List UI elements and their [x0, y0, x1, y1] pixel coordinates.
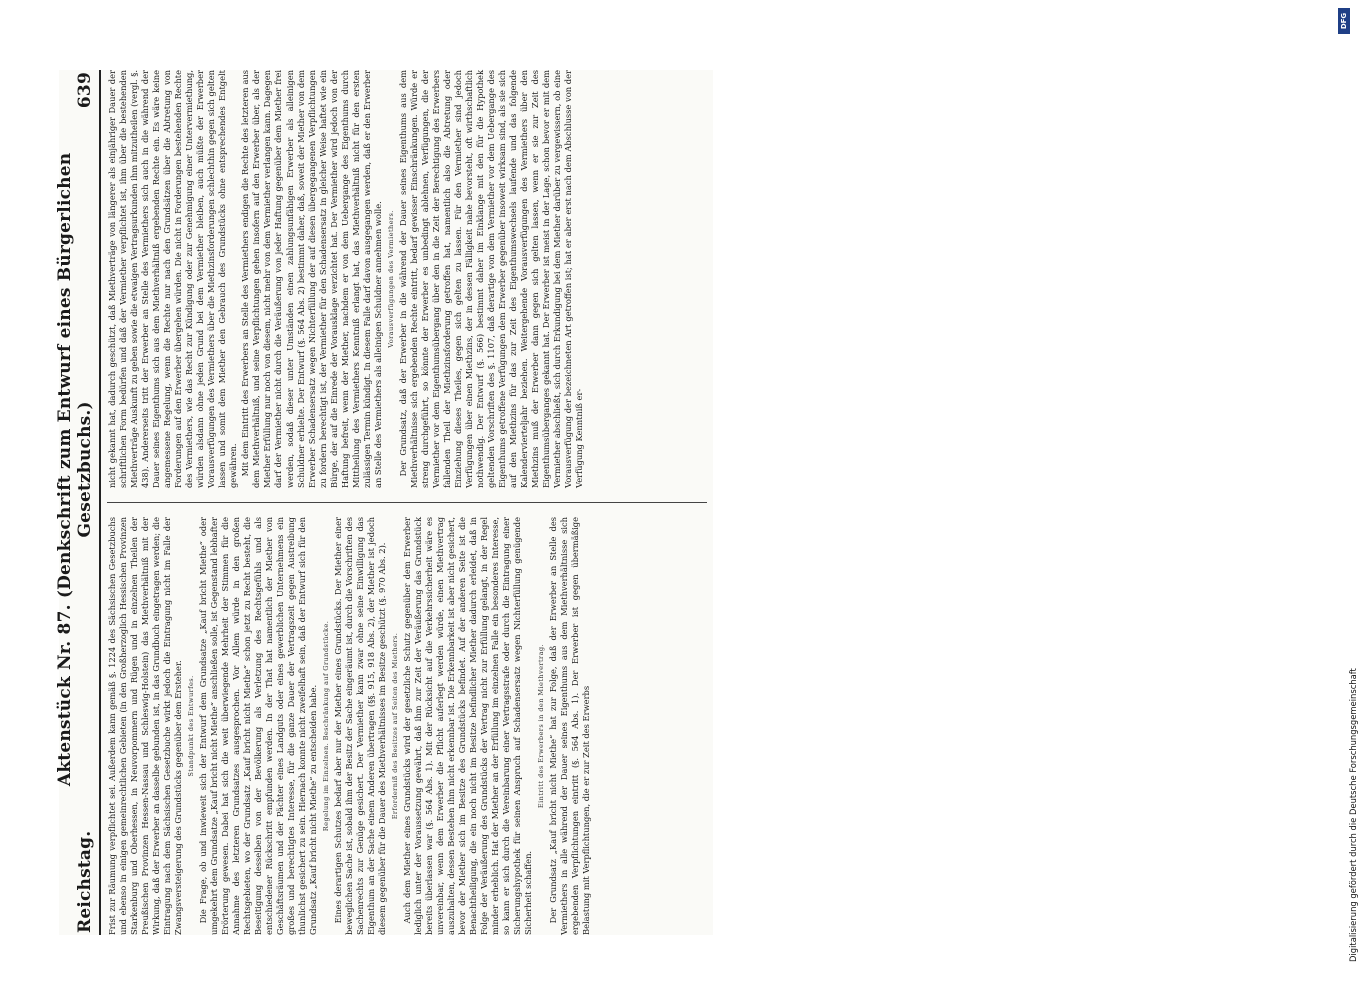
paragraph: nicht gekannt hat, dadurch geschützt, daß Miethverträge von längerer als einjähriger Dauer der schriftlichen Form bedürfen und daß der Vermiether verpflichtet ist, ihm über die bestehenden Miethverträge Auskunft zu geben sowie die etwaigen Vertragsurkunden ihm mitzutheilen (vergl. §. 438). Andererseits tritt der Erwerber an Stelle des Vermiethers sich auch in die während der Dauer seines Eigenthums sich aus dem Miethverhältniß ergebenden Rechte ein. Es wäre keine angemessene Regelung, wenn die Rechte nur nach den Grundsätzen über die Abtretung von Forderungen auf den Erwerber übergehen würden. Die nicht in Forderungen bestehenden Rechte des Vermiethers, wie das Recht zur Kündigung oder zur Genehmigung einer Untervermiethung, würden alsdann ohne jeden Grund bei dem Vermiether bleiben, auch müßte der Erwerber Vorausverfügungen des Vermiethers über die Miethzinsforderungen schlechthin gegen sich gelten lassen und somit dem Miether den Gebrauch des Grundstücks ohne entsprechendes Entgelt gewähren.: [107, 70, 239, 488]
section-heading: Eintritt des Erwerbers in den Miethvertrag.: [537, 643, 546, 809]
paragraph: Der Grundsatz „Kauf bricht nicht Miethe“ hat zur Folge, daß der Erwerber an Stelle des Vermiethers in alle während der Dauer seines Eigenthums aus dem Miethverhältnisse sich ergebenden Verpflichtungen eintritt (§. 564 Abs. 1). Der Erwerber ist gegen übermäßige Belastung mit Verpflichtungen, die er zur Zeit des Erwerbs: [548, 517, 592, 935]
header-left: Reichstag.: [75, 830, 95, 933]
paragraph: Der Grundsatz, daß der Erwerber in die während der Dauer seines Eigenthums aus dem Miethverhältnisse sich ergebenden Rechte eintritt, bedarf gewisser Einschränkungen. Würde er streng durchgeführt, so könnte der Erwerber es unbedingt ablehnen, Verfügungen, die der Vermiether vor dem Eigenthumsübergang über den in die Zeit der Berechtigung des Erwerbers fallenden Theil der Miethzinsforderung getroffen hat, namentlich also die Abtretung oder Einziehung dieses Theiles, gegen sich gelten zu lassen. Für den Vermiether sind jedoch Verfügungen über einen Miethzins, der in dessen Fälligkeit nahe bevorsteht, oft wirthschaftlich nothwendig. Der Entwurf (§. 566) bestimmt daher im Einklange mit den für die Hypothek geltenden Vorschriften des §. 1107, daß derartige von dem Vermiether vor dem Uebergange des Eigenthums getroffene Verfügungen dem Erwerber gegenüber insoweit wirksam sind, als sie sich auf den Miethzins für das zur Zeit des Eigenthumswechsels laufende und das folgende Kalendervierteljahr beziehen. Weitergehende Vorausverfügungen des Vermiethers über den Miethzins muß der Erwerber dann gegen sich gelten lassen, wenn er sie zur Zeit des Eigenthumsüberganges gekannt hat. Der Erwerber ist meist in der Lage, schon bevor er mit dem Vermiether abschließt, sich durch Erkundigung bei dem Miether darüber zu vergewissern, ob eine Vorausverfügung der bezeichneten Art getroffen ist; hat er aber erst nach dem Abschlusse von der Verfügung Kenntniß er-: [397, 70, 585, 488]
digitization-imprint: Digitalisierung gefördert durch die Deutsche Forschungsgemeinschaft: [1348, 668, 1358, 962]
page-header: [55, 70, 95, 935]
paragraph: Mit dem Eintritt des Erwerbers an Stelle des Vermiethers endigen die Rechte des letzteren aus dem Miethverhältniß, und seine Verpflichtungen gehen insofern auf den Erwerber über, als der Miether Erfüllung nur noch von diesem, nicht mehr von dem Vermiether verlangen kann. Dagegen darf der Vermiether nicht durch die Veräußerung von jeder Haftung gegenüber dem Miether frei werden, sodaß dieser unter Umständen einen zahlungsunfähigen Erwerber als alleinigen Schuldner erhielte. Der Entwurf (§. 564 Abs. 2) bestimmt daher, daß, soweit der Miether von dem Erwerber Schadensersatz wegen Nichterfüllung der auf diesen übergegangenen Verpflichtungen zu fordern berechtigt ist, der Vermiether für den Schadensersatz in gleicher Weise haftet wie ein Bürge, der auf die Einrede der Vorausklage verzichtet hat. Der Vermiether wird jedoch von der Haftung befreit, wenn der Miether, nachdem er von dem Uebergange des Eigenthums durch Mittheilung des Vermiethers Kenntniß erlangt hat, das Miethverhältniß nicht für den ersten zulässigen Termin kündigt. In diesem Falle darf davon ausgegangen werden, daß er den Erwerber an Stelle des Vermiethers als alleinigen Schuldner annehmen wolle.: [240, 70, 383, 488]
section-heading: Regelung im Einzelnen. Beschränkung auf Grundstücke.: [322, 620, 331, 832]
section-heading: Standpunkt des Entwurfes.: [187, 675, 196, 777]
column-divider: [107, 502, 707, 503]
dfg-logo: [1338, 8, 1350, 34]
paragraph: Die Frage, ob und inwieweit sich der Entwurf dem Grundsatze „Kauf bricht Miethe“ oder umgekehrt dem Grundsatze „Kauf bricht nicht Miethe“ anschließen solle, ist Gegenstand lebhafter Erörterung gewesen. Dabei hat sich die weit überwiegende Mehrheit der Stimmen für die Annahme des letzteren Grundsatzes ausgesprochen. Vor Allem würde in den großen Rechtsgebieten, wo der Grundsatz „Kauf bricht nicht Miethe“ schon jetzt zu Recht besteht, die Beseitigung desselben von der Bevölkerung als Verletzung des Rechtsgefühls und als entschiedener Rückschritt empfunden werden. In der That hat namentlich der Miether von Geschäftsräumen und der Pächter eines Landguts oder eines gewerblichen Unternehmens ein großes und berechtigtes Interesse, für die ganze Dauer der Vertragszeit gegen Austreibung thunlichst gesichert zu sein. Hiernach konnte nicht zweifelhaft sein, daß der Entwurf sich für den Grundsatz „Kauf bricht nicht Miethe“ zu entscheiden habe.: [197, 517, 319, 935]
header-title: Aktenstück Nr. 87. (Denkschrift zum Entwurf eines Bürgerlichen Gesetzbuchs.): [55, 152, 95, 787]
section-heading: Erforderniß des Besitzes auf Seiten des Miethers.: [391, 632, 400, 820]
paragraph: Eines derartigen Schutzes bedarf aber nur der Miether eines Grundstücks. Der Miether einer beweglichen Sache ist, sobald ihm der Besitz der Sache eingeräumt ist, durch die Vorschriften des Sachenrechts zur Genüge gesichert. Der Vermiether kann zwar ohne seine Einwilligung das Eigenthum an der Sache einem Anderen übertragen (§§. 915, 918 Abs. 2), der Miether ist jedoch diesem gegenüber für die Dauer des Miethverhältnisses im Besitze geschützt (§. 970 Abs. 2).: [333, 517, 388, 935]
page-number: 639: [75, 72, 95, 109]
section-heading: Vorausverfügungen des Vermiethers.: [386, 210, 395, 348]
paragraph: Frist zur Räumung verpflichtet sei. Außerdem kann gemäß §. 1224 des Sächsischen Gesetzbuchs und ebenso in einigen gemeinrechtlichen Gebieten (in den Großherzoglich Hessischen Provinzen Starkenburg und Oberhessen, in Neuvorpommern und Rügen und in einzelnen Theilen der Preußischen Provinzen Hessen-Nassau und Schleswig-Holstein) das Miethverhältniß mit der Wirkung, daß der Erwerber an dasselbe gebunden ist, in das Grundbuch eingetragen werden; die Eintragung nach dem Sächsischen Gesetzbuche wirkt jedoch die Eintragung nicht im Falle der Zwangsversteigerung des Grundstücks gegenüber dem Ersteher.: [107, 517, 184, 935]
text-column-right: [107, 70, 711, 488]
dfg-logo-text: DFG: [1340, 12, 1348, 30]
text-column-left: [107, 517, 711, 935]
paragraph: Auch dem Miether eines Grundstücks wird der gesetzliche Schutz gegenüber dem Erwerber lediglich unter der Voraussetzung gewährt, daß ihm zur Zeit der Veräußerung das Grundstück bereits überlassen war (§. 564 Abs. 1). Mit der Rücksicht auf die Verkehrssicherheit wäre es unvereinbar, wenn dem Erwerber die Pflicht auferlegt werden würde, einen Miethvertrag auszuhalten, dessen Bestehen ihm nicht erkennbar ist. Die Erkennbarkeit ist aber nicht gesichert, bevor der Miether sich im Besitze des Grundstücks befindet. Auf der anderen Seite ist die Benachtheiligung, die ein noch nicht im Besitze befindlicher Miether dadurch erleidet, daß in Folge der Veräußerung des Grundstücks der Vertrag nicht zur Erfüllung gelangt, in der Regel minder erheblich. Hat der Miether an der Erfüllung im einzelnen Falle ein besonderes Interesse, so kann er sich durch die Vereinbarung einer Vertragsstrafe oder durch die Eintragung einer Sicherungshypothek für seinen Anspruch auf Schadensersatz wegen Nichterfüllung genügende Sicherheit schaffen.: [402, 517, 534, 935]
document-page: [55, 70, 713, 935]
header-rule: [99, 70, 101, 935]
